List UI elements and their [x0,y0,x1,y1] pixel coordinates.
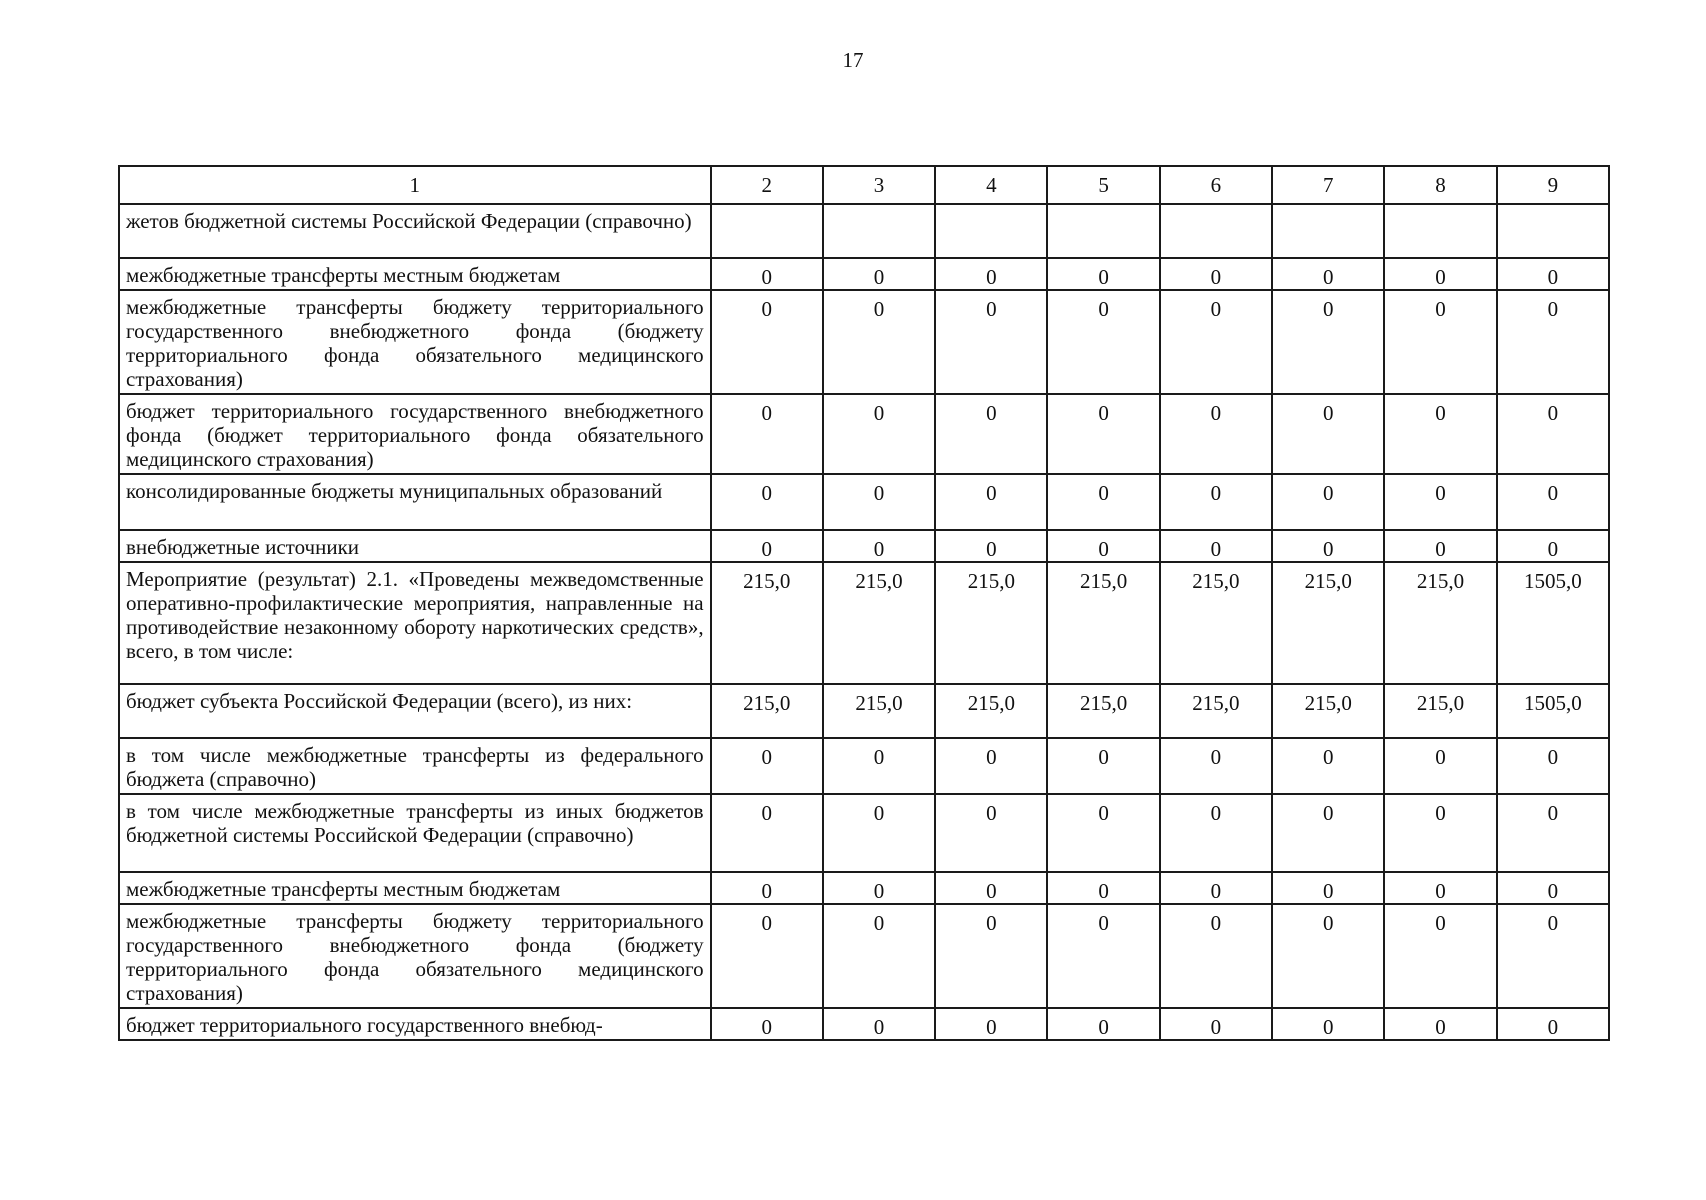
column-header: 8 [1384,166,1496,204]
row-value: 0 [1272,290,1384,394]
row-value: 0 [1497,904,1609,1008]
column-header: 5 [1047,166,1159,204]
row-value: 0 [935,474,1047,530]
row-label: жетов бюджетной системы Российской Федерации (справочно) [119,204,711,258]
row-value [1160,204,1272,258]
table-row [119,562,1609,684]
row-label: Мероприятие (результат) 2.1. «Проведены межведомственные оперативно-профилактические мероприятия, направленные на противодействие незаконному обороту наркотических средств», всего, в том числе: [119,562,711,684]
row-value: 0 [1497,794,1609,872]
row-label: бюджет субъекта Российской Федерации (всего), из них: [119,684,711,738]
row-value: 0 [935,530,1047,562]
row-value: 0 [1497,290,1609,394]
row-value: 0 [823,738,935,794]
row-value: 0 [1047,1008,1159,1040]
column-header: 3 [823,166,935,204]
table-row [119,794,1609,872]
row-value: 0 [1047,904,1159,1008]
table-row [119,394,1609,474]
row-value [711,204,823,258]
row-value: 215,0 [935,562,1047,684]
row-value [1272,204,1384,258]
row-value: 0 [935,394,1047,474]
row-label: межбюджетные трансферты бюджету территориального государственного внебюджетного фонда (бюджету территориального фонда обязательного медицинского страхования) [119,290,711,394]
row-value: 0 [1384,872,1496,904]
column-header: 1 [119,166,711,204]
row-value: 0 [823,1008,935,1040]
table-row [119,872,1609,904]
table-row [119,904,1609,1008]
row-value: 0 [935,904,1047,1008]
row-label: в том числе межбюджетные трансферты из иных бюджетов бюджетной системы Российской Федерации (справочно) [119,794,711,872]
row-value: 215,0 [1384,684,1496,738]
table-row [119,738,1609,794]
row-value: 0 [711,290,823,394]
row-value: 0 [1384,394,1496,474]
row-value: 0 [1047,258,1159,290]
row-value: 0 [1497,872,1609,904]
column-header: 7 [1272,166,1384,204]
row-value: 0 [711,258,823,290]
row-value: 0 [711,872,823,904]
row-value: 0 [1272,530,1384,562]
row-value: 0 [1047,290,1159,394]
row-label: консолидированные бюджеты муниципальных образований [119,474,711,530]
table-row [119,1008,1609,1040]
row-value: 0 [935,1008,1047,1040]
row-label: межбюджетные трансферты местным бюджетам [119,872,711,904]
row-value: 215,0 [1160,562,1272,684]
row-value: 0 [1384,530,1496,562]
row-value: 0 [711,738,823,794]
row-value: 0 [935,290,1047,394]
row-value: 215,0 [1272,562,1384,684]
row-value: 0 [711,794,823,872]
table-row [119,684,1609,738]
column-header: 2 [711,166,823,204]
row-value: 0 [1160,794,1272,872]
row-value: 0 [1384,904,1496,1008]
row-value: 0 [1384,290,1496,394]
row-value: 0 [711,530,823,562]
row-value: 0 [1160,530,1272,562]
row-value: 0 [1272,1008,1384,1040]
row-value: 0 [1047,394,1159,474]
page-number: 17 [842,48,864,72]
row-value: 215,0 [1047,684,1159,738]
row-value: 0 [1272,258,1384,290]
row-value: 0 [823,290,935,394]
row-value: 0 [1047,738,1159,794]
table-body [119,204,1609,1040]
row-value [1047,204,1159,258]
row-value: 0 [1160,258,1272,290]
row-value: 0 [711,1008,823,1040]
funding-table [118,165,1610,1041]
row-value: 0 [1160,872,1272,904]
row-value: 0 [1497,1008,1609,1040]
row-value: 0 [823,794,935,872]
row-value: 0 [1047,530,1159,562]
row-value: 0 [1497,474,1609,530]
table-row [119,474,1609,530]
row-value: 215,0 [711,562,823,684]
column-header: 9 [1497,166,1609,204]
row-value: 0 [823,904,935,1008]
row-value [823,204,935,258]
row-value: 0 [1160,394,1272,474]
row-value: 0 [1497,530,1609,562]
row-value: 0 [1272,872,1384,904]
row-value: 215,0 [711,684,823,738]
row-label: межбюджетные трансферты бюджету территориального государственного внебюджетного фонда (бюджету территориального фонда обязательного медицинского страхования) [119,904,711,1008]
row-value: 1505,0 [1497,684,1609,738]
row-value: 0 [1384,738,1496,794]
table-row [119,204,1609,258]
row-value: 0 [1384,258,1496,290]
row-value [1384,204,1496,258]
row-value: 215,0 [823,684,935,738]
table-row [119,290,1609,394]
row-value: 0 [1384,1008,1496,1040]
row-value: 1505,0 [1497,562,1609,684]
table-row [119,258,1609,290]
row-value: 215,0 [1047,562,1159,684]
row-value: 0 [1497,738,1609,794]
row-value: 0 [935,738,1047,794]
row-value: 215,0 [1160,684,1272,738]
row-value: 0 [1160,474,1272,530]
row-value: 0 [1160,1008,1272,1040]
row-value: 215,0 [935,684,1047,738]
row-label: в том числе межбюджетные трансферты из федерального бюджета (справочно) [119,738,711,794]
row-value: 0 [1272,474,1384,530]
row-value: 0 [823,474,935,530]
table-row [119,530,1609,562]
row-value: 0 [711,904,823,1008]
row-value: 0 [1272,394,1384,474]
row-value: 0 [823,258,935,290]
row-value: 0 [1047,474,1159,530]
row-label: внебюджетные источники [119,530,711,562]
row-value: 0 [1497,258,1609,290]
row-value: 0 [1384,474,1496,530]
row-label: межбюджетные трансферты местным бюджетам [119,258,711,290]
row-value: 0 [935,258,1047,290]
row-value: 0 [1160,738,1272,794]
row-value: 215,0 [1384,562,1496,684]
row-value [935,204,1047,258]
row-value [1497,204,1609,258]
row-value: 0 [823,530,935,562]
column-header: 6 [1160,166,1272,204]
row-value: 0 [1272,738,1384,794]
row-value: 0 [1047,794,1159,872]
row-value: 0 [935,794,1047,872]
row-value: 0 [823,872,935,904]
row-value: 0 [1160,290,1272,394]
header-row [119,166,1609,204]
row-label: бюджет территориального государственного внебюд- [119,1008,711,1040]
row-value: 0 [1272,904,1384,1008]
row-value: 0 [1384,794,1496,872]
row-value: 0 [935,872,1047,904]
row-label: бюджет территориального государственного внебюджетного фонда (бюджет территориального фонда обязательного медицинского страхования) [119,394,711,474]
column-header: 4 [935,166,1047,204]
row-value: 215,0 [1272,684,1384,738]
row-value: 215,0 [823,562,935,684]
row-value: 0 [1047,872,1159,904]
row-value: 0 [1160,904,1272,1008]
row-value: 0 [823,394,935,474]
row-value: 0 [711,394,823,474]
row-value: 0 [1497,394,1609,474]
row-value: 0 [1272,794,1384,872]
row-value: 0 [711,474,823,530]
